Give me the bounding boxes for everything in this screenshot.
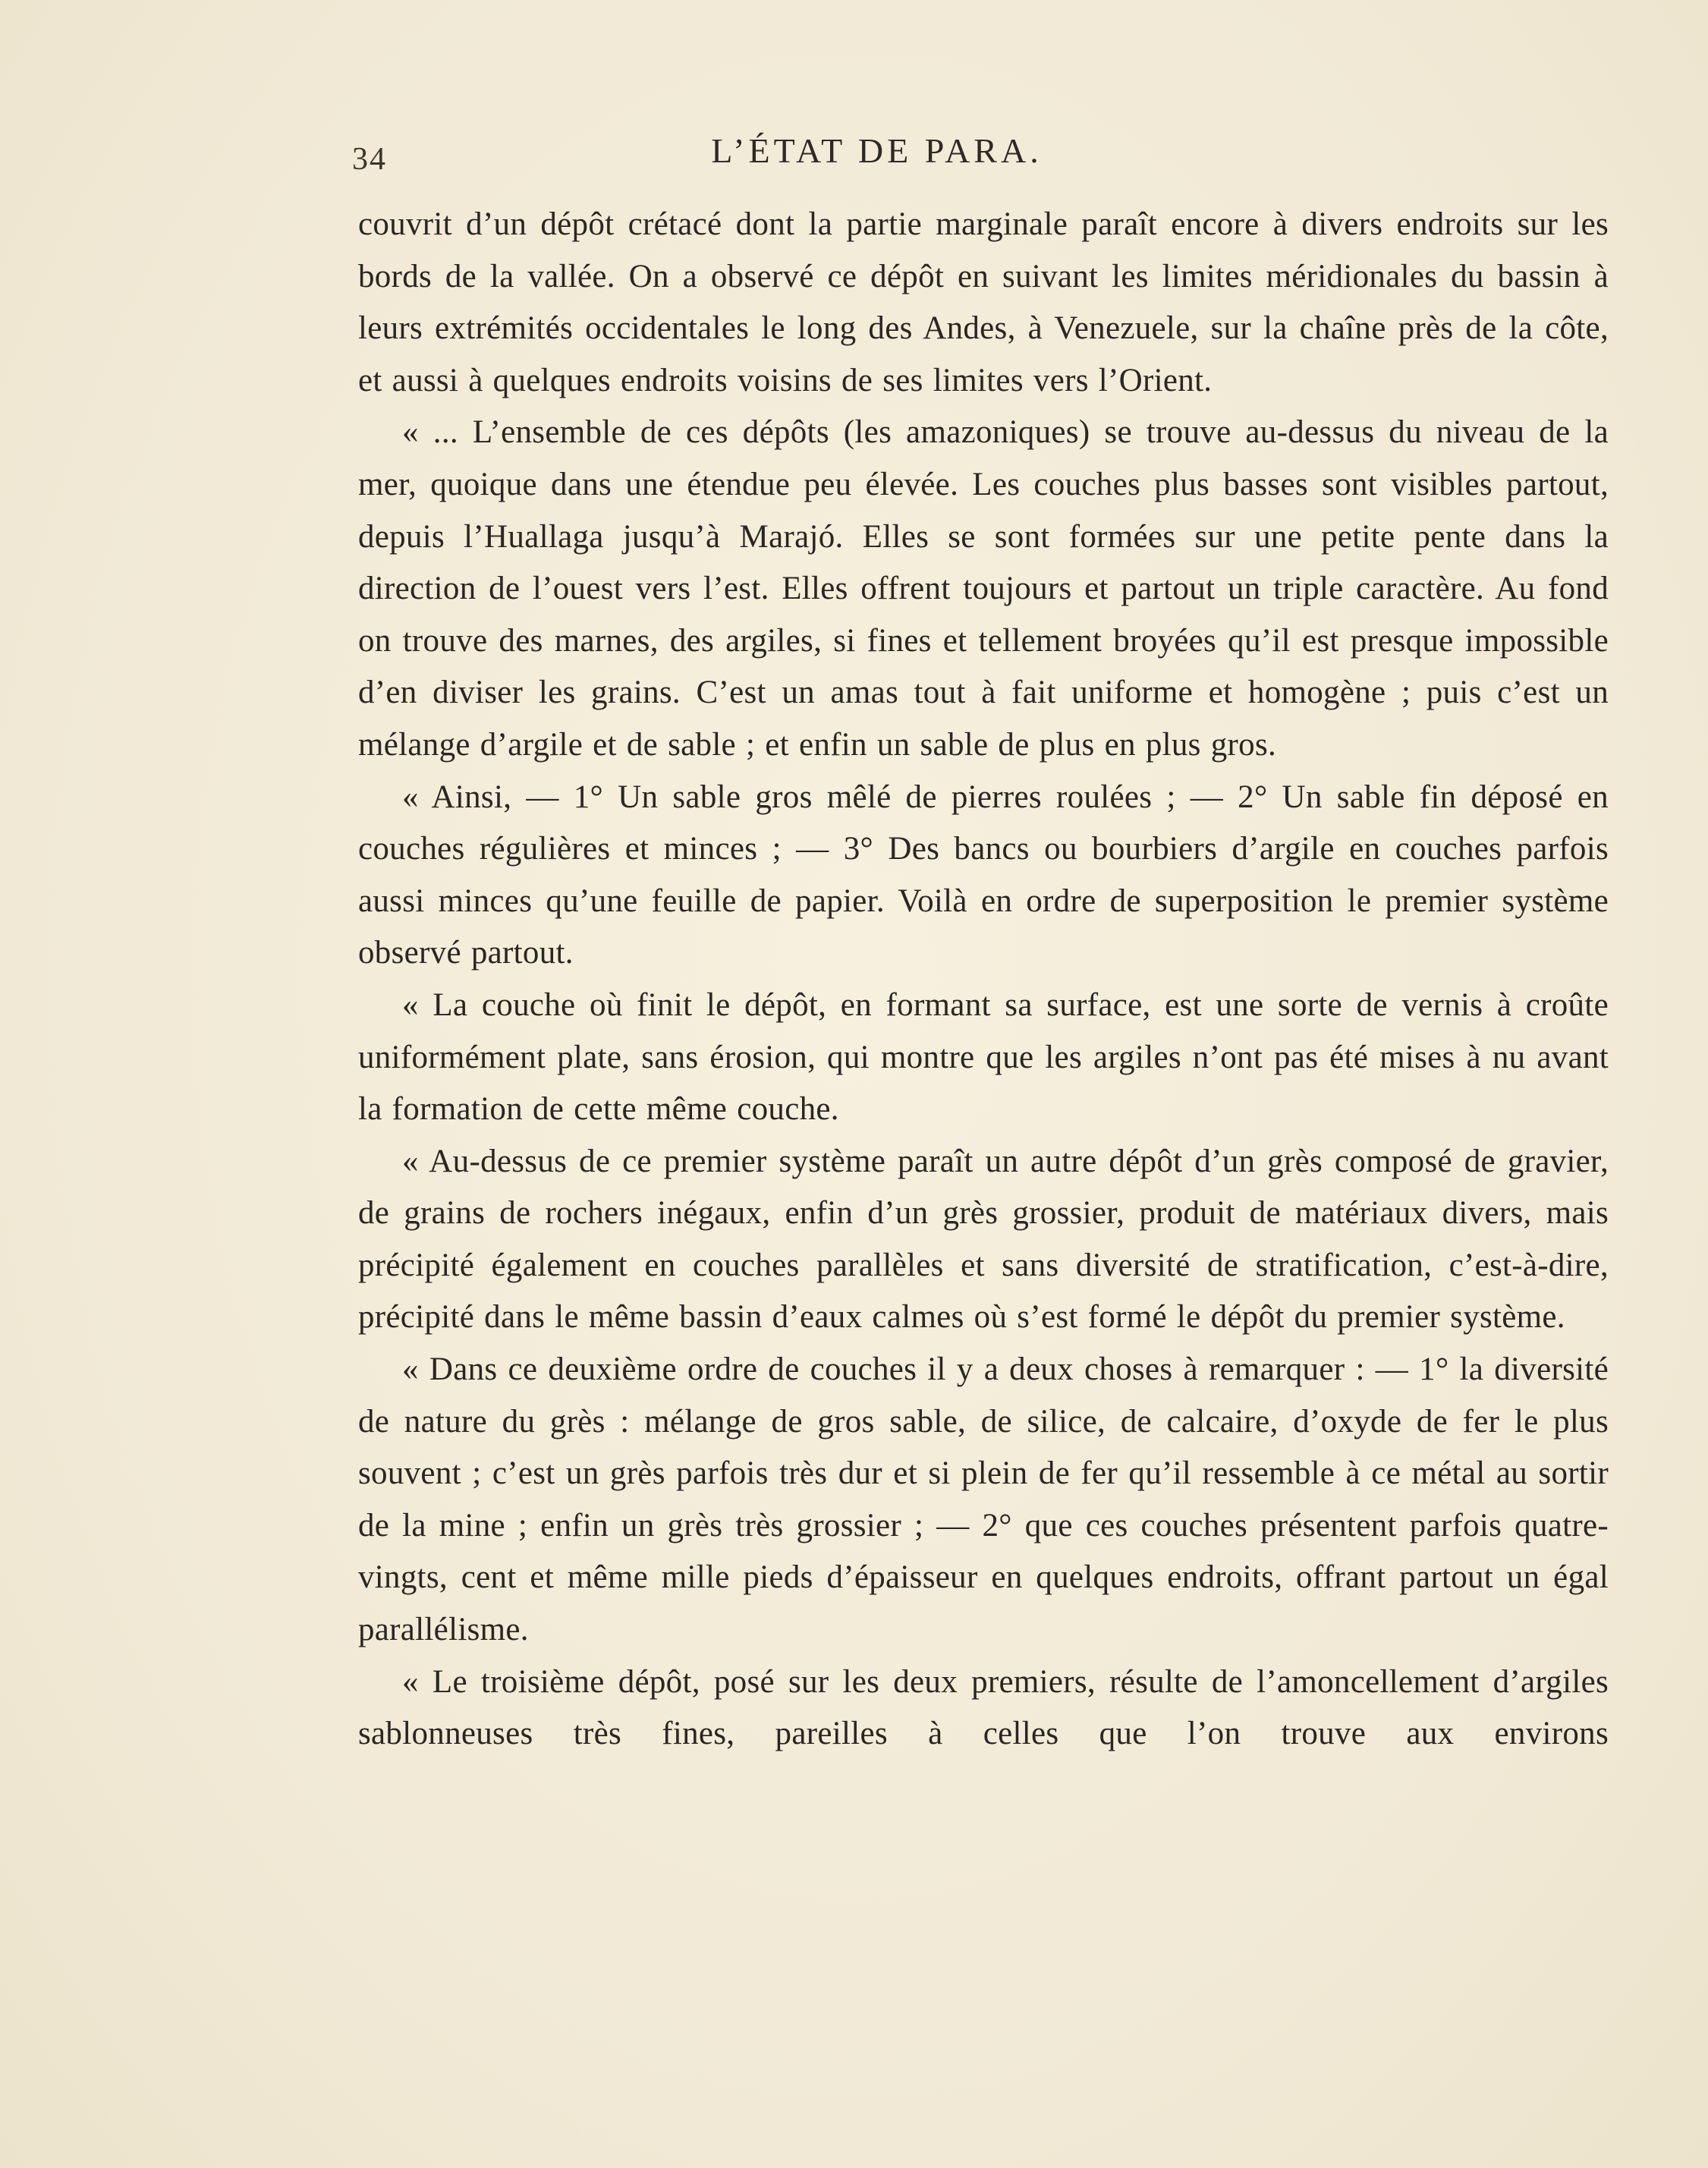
paragraph-continuation: couvrit d’un dépôt crétacé dont la partie marginale paraît encore à divers endroits sur les bords de la vallée. On a observé ce dépôt en suivant les limites méridionales du bassin à leurs extrémités occidentales le long des Andes, à Venezuele, sur la chaîne près de la côte, et aussi à quelques endroits voisins de ses limites vers l’Orient. (358, 206, 1609, 398)
page-number: 34 (352, 142, 387, 177)
paragraph: « La couche où finit le dépôt, en formant sa surface, est une sorte de vernis à croûte uniformément plate, sans érosion, qui montre que les argiles n’ont pas été mises à nu avant la formation de cette même couche. (358, 986, 1609, 1128)
paragraph: « Dans ce deuxième ordre de couches il y a deux choses à remarquer : — 1° la diversité de nature du grès : mélange de gros sable, de silice, de calcaire, d’oxyde de fer le plus souvent ; c’est un grès parfois très dur et si plein de fer qu’il ressemble à ce métal au sortir de la mine ; enfin un grès très grossier ; — 2° que ces couches présentent parfois quatre-vingts, cent et même mille pieds d’épaisseur en quelques endroits, offrant partout un égal parallélisme. (358, 1351, 1609, 1648)
paragraph: « Ainsi, — 1° Un sable gros mêlé de pierres roulées ; — 2° Un sable fin déposé en couches régulières et minces ; — 3° Des bancs ou bourbiers d’argile en couches parfois aussi minces qu’une feuille de papier. Voilà en ordre de superposition le premier système observé partout. (358, 779, 1609, 971)
paragraph: « Au-dessus de ce premier système paraît un autre dépôt d’un grès composé de gravier, de grains de rochers inégaux, enfin d’un grès grossier, produit de matériaux divers, mais précipité également en couches parallèles et sans diversité de stratification, c’est-à-dire, précipité dans le même bassin d’eaux calmes où s’est formé le dépôt du premier système. (358, 1143, 1609, 1336)
paragraph: « Le troisième dépôt, posé sur les deux premiers, résulte de l’amoncellement d’argiles sablonneuses très fines, pareilles à celles que l’on trouve aux environs (358, 1663, 1609, 1752)
running-title: L’ÉTAT DE PARA. (711, 131, 1043, 170)
running-head (0, 131, 1708, 184)
body-text (358, 199, 1609, 1761)
paragraph: « ... L’ensemble de ces dépôts (les amazoniques) se trouve au-dessus du niveau de la mer, quoique dans une étendue peu élevée. Les couches plus basses sont visibles partout, depuis l’Huallaga jusqu’à Marajó. Elles se sont formées sur une petite pente dans la direction de l’ouest vers l’est. Elles offrent toujours et partout un triple caractère. Au fond on trouve des marnes, des argiles, si fines et tellement broyées qu’il est presque impossible d’en diviser les grains. C’est un amas tout à fait uniforme et homogène ; puis c’est un mélange d’argile et de sable ; et enfin un sable de plus en plus gros. (358, 414, 1609, 763)
